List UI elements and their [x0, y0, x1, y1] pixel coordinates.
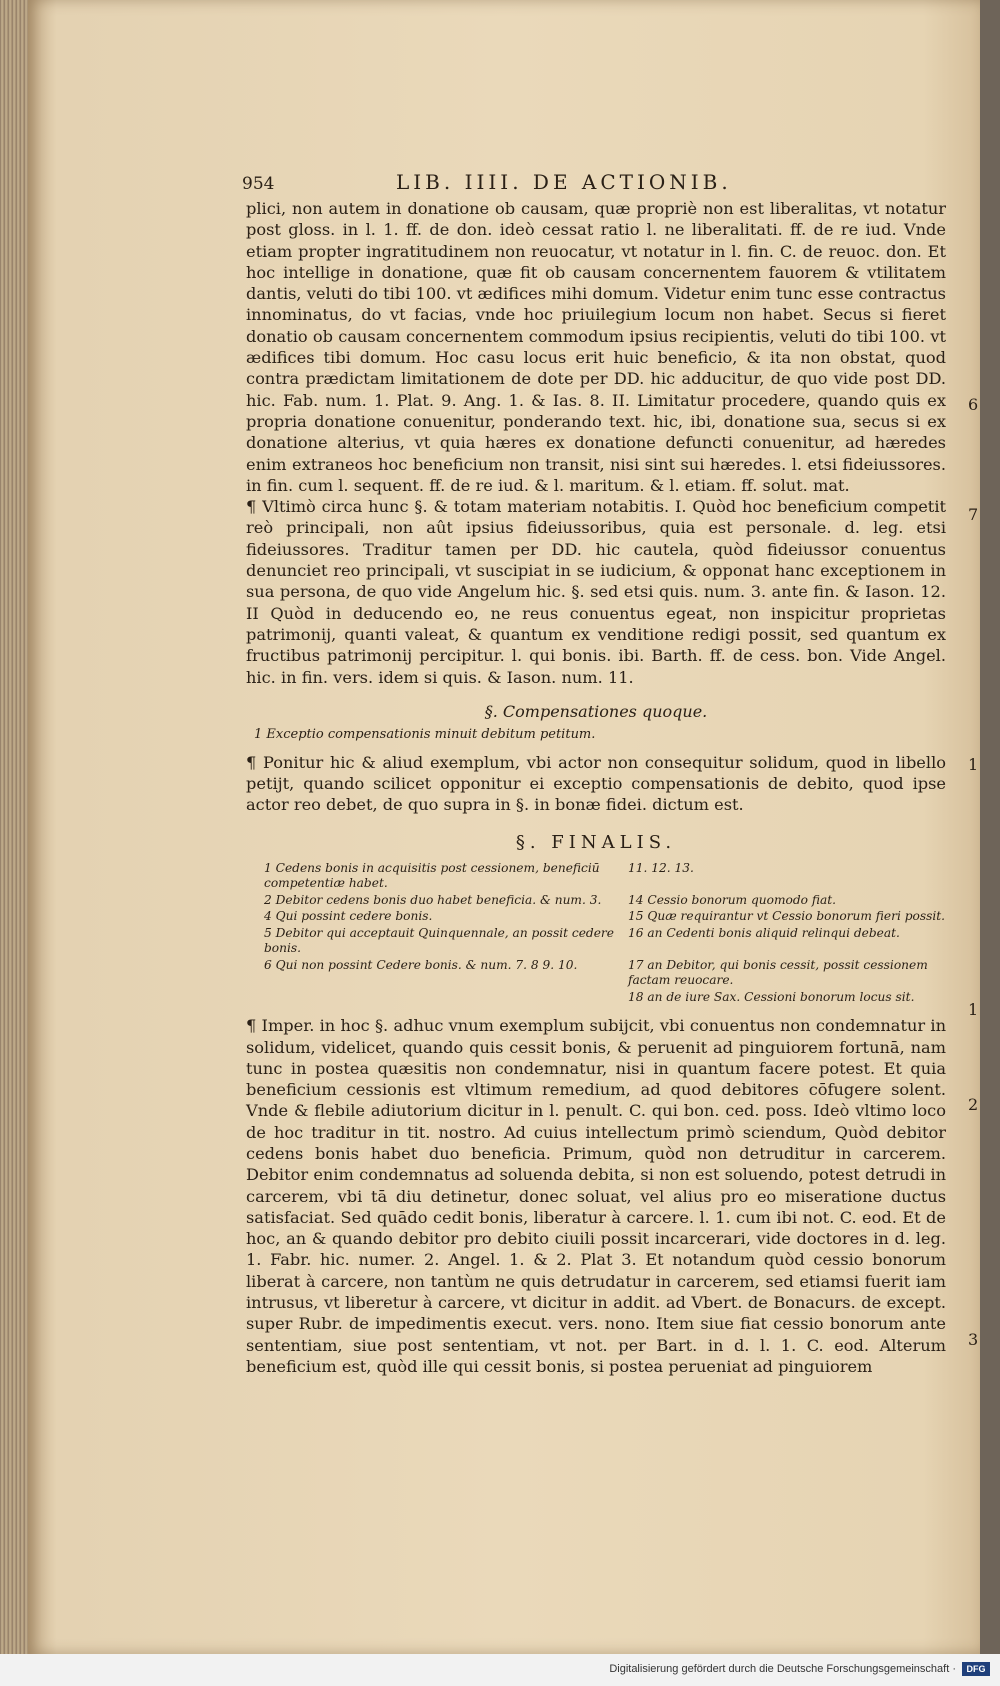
dfg-logo-icon: DFG: [962, 1662, 990, 1676]
index-item: 14 Cessio bonorum quomodo fiat.: [628, 892, 837, 907]
book-fore-edge: [0, 0, 28, 1654]
running-head: [242, 170, 946, 198]
page-number: 954: [242, 174, 275, 194]
section-summary-compensationes: 1 Exceptio compensationis minuit debitum petitum.: [254, 726, 596, 742]
index-item: 5 Debitor qui acceptauit Quinquennale, an possit cedere bonis.: [264, 925, 614, 956]
footer-credit: Digitalisierung gefördert durch die Deutsche Forschungsgemeinschaft ·: [609, 1663, 956, 1675]
margin-number: 2: [968, 1095, 979, 1114]
paragraph-compensationes: ¶ Ponitur hic & aliud exemplum, vbi actor non consequitur solidum, quod in libello petijt, quando scilicet opponitur ei exceptio compensationis de debito, quod ipse actor reo debet, de quo supra in §. in bonæ fidei. dictum est.: [246, 752, 946, 815]
index-item: 18 an de iure Sax. Cessioni bonorum locus sit.: [628, 989, 915, 1004]
paragraph-ultimo: ¶ Vltimò circa hunc §. & totam materiam notabitis. I. Quòd hoc beneficium competit reò principali, non aût ipsius fideiussoribus, quia est personale. d. leg. etsi fideiussores. Traditur tamen per DD. hic cautela, quòd fideiussor conuentus denunciet reo principali, vt suscipiat in se iudicium, & opponat hanc exceptionem in sua persona, de quo vide Angelum hic. §. sed etsi quis. num. 3. ante fin. & Iason. 12. II Quòd in deducendo eo, ne reus conuentus egeat, non inspicitur proprietas patrimonij, quanti valeat, & quantum ex venditione redigi possit, sed quantum ex fructibus patrimonij percipitur. l. qui bonis. ibi. Barth. ff. de cess. bon. Vide Angel. hic. in fin. vers. idem si quis. & Iason. num. 11.: [246, 497, 946, 687]
paragraph-continuation: plici, non autem in donatione ob causam, quæ propriè non est liberalitas, vt notatur post gloss. in l. 1. ff. de don. ideò cessat ratio l. ne liberalitati. ff. de re iud. Vnde etiam propter ingratitudinem non reuocatur, vt notatur in l. fin. C. de reuoc. don. Et hoc intellige in donatione, quæ fit ob causam concernentem fauorem & vtilitatem dantis, veluti do tibi 100. vt ædifices mihi domum. Videtur enim tunc esse contractus innominatus, do vt facias, vnde hoc priuilegium locum non habet. Secus si fieret donatio ob causam concernentem commodum ipsius recipientis, veluti do tibi 100. vt ædifices tibi domum. Hoc casu locus erit huic beneficio, & ita non obstat, quod contra prædictam limitationem de dote per DD. hic adducitur, de quo vide post DD. hic. Fab. num. 1. Plat. 9. Ang. 1. & Ias. 8. II. Limitatur procedere, quando quis ex propria donatione conuenitur, ponderando text. hic, ibi, donatione sua, secus si ex donatione alterius, vt quia hæres ex donatione defuncti conuenitur, ad hæredes enim extraneos hoc beneficium non transit, nisi sint sui hæredes. l. etsi fideiussores. in fin. cum l. sequent. ff. de re iud. & l. maritum. & l. etiam. ff. solut. mat.: [246, 199, 946, 495]
book-page: [28, 0, 980, 1654]
index-item: 11. 12. 13.: [628, 860, 694, 875]
index-item: [264, 990, 624, 1006]
index-item: 16 an Cedenti bonis aliquid relinqui debeat.: [628, 925, 900, 940]
section-heading-finalis: §. FINALIS.: [515, 831, 677, 853]
index-item: 2 Debitor cedens bonis duo habet beneficia. & num. 3.: [264, 892, 602, 907]
margin-number: 1: [968, 1000, 979, 1019]
index-item: 15 Quæ requirantur vt Cessio bonorum fieri possit.: [628, 909, 946, 924]
running-head-title: LIB. IIII. DE ACTIONIB.: [396, 170, 732, 194]
finalis-index: [264, 861, 946, 1006]
margin-number: 3: [968, 1330, 979, 1349]
index-item: 4 Qui possint cedere bonis.: [264, 909, 433, 924]
main-text-block: [242, 170, 946, 1377]
index-item: 1 Cedens bonis in acquisitis post cessionem, beneficiū competentiæ habet.: [264, 860, 600, 891]
index-item: 17 an Debitor, qui bonis cessit, possit cessionem factam reuocare.: [628, 957, 928, 988]
digitization-footer: [0, 1654, 1000, 1686]
margin-number: 6: [968, 395, 979, 414]
paragraph-finalis: ¶ Imper. in hoc §. adhuc vnum exemplum subijcit, vbi conuentus non condemnatur in solidum, videlicet, quando quis cessit bonis, & peruenit ad pinguiorem fortunā, nam tunc in postea quæsitis non condemnatur, nisi in quantum facere potest. Et quia beneficium cessionis est vltimum remedium, ad quod debitores cōfugere solent. Vnde & flebile adiutorium dicitur in l. penult. C. qui bon. ced. poss. Ideò vltimo loco de hoc traditur in tit. nostro. Ad cuius intellectum primò sciendum, Quòd debitor cedens bonis habet duo beneficia. Primum, quòd non detruditur in carcerem. Debitor enim condemnatus ad soluenda debita, si non est soluendo, potest detrudi in carcerem, vbi tā diu detinetur, donec soluat, vel alius pro eo miseratione ductus satisfaciat. Sed quādo cedit bonis, liberatur à carcere. l. 1. cum ibi not. C. eod. Et de hoc, an & quando debitor pro debito ciuili possit incarcerari, vide doctores in d. leg. 1. Fabr. hic. numer. 2. Angel. 1. & 2. Plat 3. Et notandum quòd cessio bonorum liberat à carcere, non tantùm ne quis detrudatur in carcerem, sed etiamsi fuerit iam intrusus, vt liberetur à carcere, vt dicitur in addit. ad Vbert. de Bonacurs. de except. super Rubr. de impedimentis execut. vers. nono. Item siue fiat cessio bonorum ante sententiam, siue post sententiam, vt not. per Bart. in d. l. 1. C. eod. Alterum beneficium est, quòd ille qui cessit bonis, si postea perueniat ad pinguiorem: [246, 1016, 946, 1376]
section-heading-compensationes: §. Compensationes quoque.: [484, 701, 708, 721]
index-item: 6 Qui non possint Cedere bonis. & num. 7. 8 9. 10.: [264, 957, 578, 972]
margin-number: 7: [968, 505, 979, 524]
margin-number: 1: [968, 755, 979, 774]
